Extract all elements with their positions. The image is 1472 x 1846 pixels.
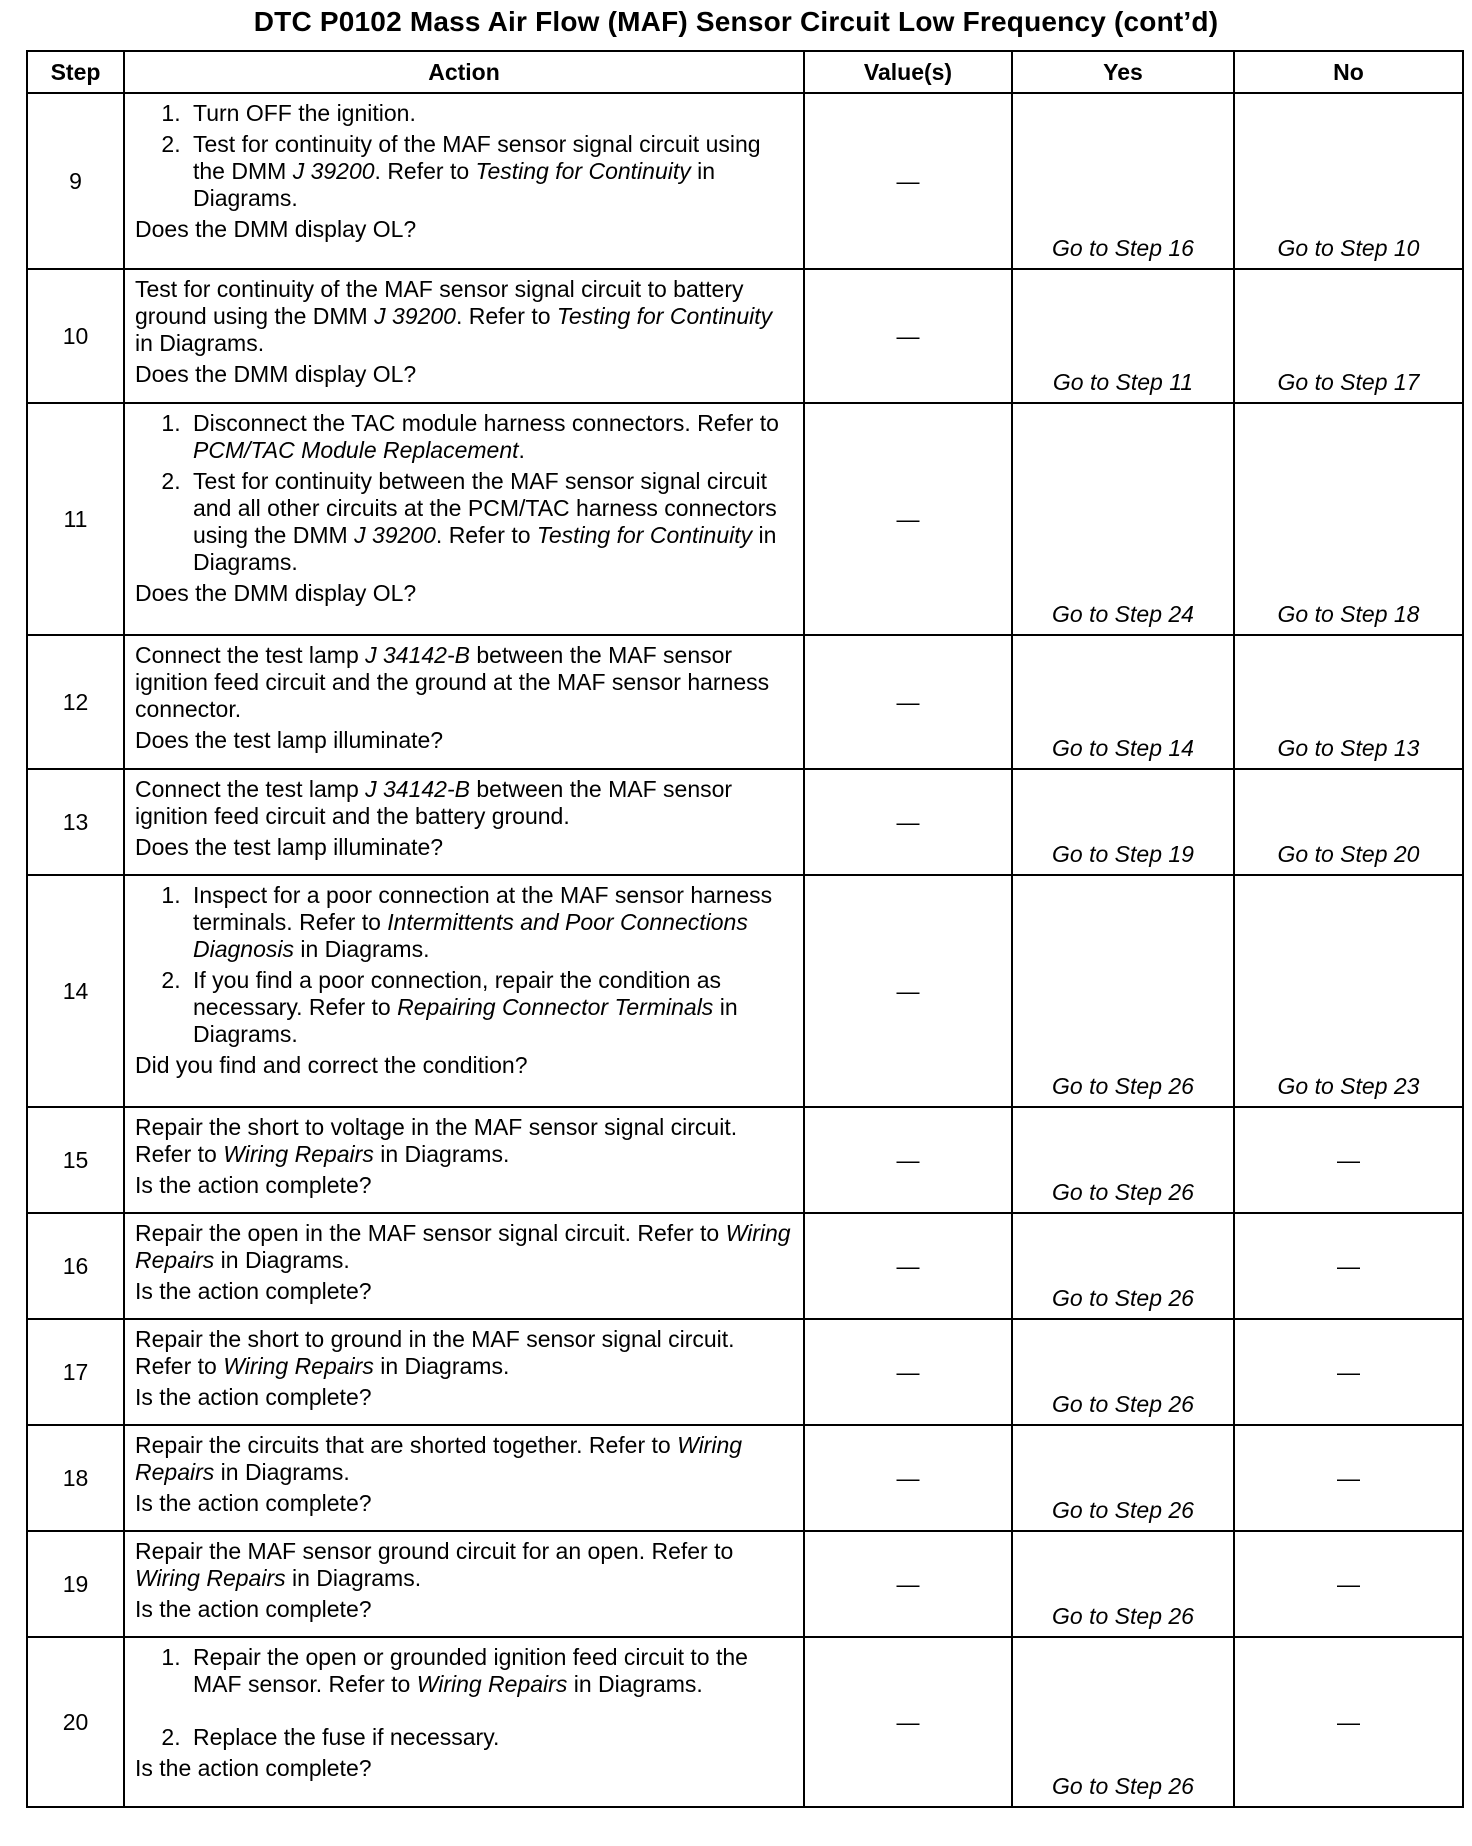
action-cell — [124, 635, 804, 769]
table-row — [27, 1425, 1463, 1531]
action-steps — [135, 410, 793, 576]
table-header-row — [27, 51, 1463, 93]
yes-result: Go to Step 16 — [1012, 93, 1234, 269]
yes-result: Go to Step 26 — [1012, 1213, 1234, 1319]
action-text: Repair the open in the MAF sensor signal circuit. Refer to Wiring Repairs in Diagrams. — [135, 1220, 791, 1273]
no-result: Go to Step 18 — [1234, 403, 1463, 635]
no-result: — — [1234, 1531, 1463, 1637]
header-yes: Yes — [1012, 51, 1234, 93]
value-cell: — — [804, 1637, 1012, 1807]
document-reference: Wiring Repairs — [135, 1565, 286, 1591]
step-number: 12 — [27, 635, 124, 769]
action-cell — [124, 403, 804, 635]
document-reference: Wiring Repairs — [135, 1432, 743, 1485]
value-cell: — — [804, 93, 1012, 269]
action-question: Is the action complete? — [135, 1596, 372, 1622]
step-number: 19 — [27, 1531, 124, 1637]
action-text: Repair the MAF sensor ground circuit for an open. Refer to Wiring Repairs in Diagrams. — [135, 1538, 734, 1591]
table-row — [27, 1319, 1463, 1425]
step-number: 14 — [27, 875, 124, 1107]
action-question: Does the DMM display OL? — [135, 361, 417, 387]
action-question: Does the DMM display OL? — [135, 216, 417, 242]
document-reference: Wiring Repairs — [135, 1220, 791, 1273]
action-cell — [124, 1107, 804, 1213]
action-cell — [124, 875, 804, 1107]
action-cell — [124, 1637, 804, 1807]
value-cell: — — [804, 1107, 1012, 1213]
header-no: No — [1234, 51, 1463, 93]
action-cell — [124, 1319, 804, 1425]
action-text: Connect the test lamp J 34142-B between the MAF sensor ignition feed circuit and the battery ground. — [135, 776, 733, 829]
action-question: Is the action complete? — [135, 1490, 372, 1516]
no-result: Go to Step 10 — [1234, 93, 1463, 269]
action-text: Repair the circuits that are shorted together. Refer to Wiring Repairs in Diagrams. — [135, 1432, 743, 1485]
action-step-item: 2. Test for continuity between the MAF sensor signal circuit and all other circuits at the PCM/TAC harness connectors using the DMM J 39200. Refer to Testing for Continuity in Diagrams. — [187, 468, 793, 576]
yes-result: Go to Step 14 — [1012, 635, 1234, 769]
step-number: 13 — [27, 769, 124, 875]
yes-result: Go to Step 26 — [1012, 1637, 1234, 1807]
action-cell — [124, 1531, 804, 1637]
yes-result: Go to Step 26 — [1012, 1531, 1234, 1637]
document-reference: Wiring Repairs — [223, 1353, 374, 1379]
action-step-item: 1. Disconnect the TAC module harness connectors. Refer to PCM/TAC Module Replacement. — [187, 410, 793, 464]
action-text: Test for continuity of the MAF sensor signal circuit to battery ground using the DMM J 39200. Refer to Testing for Continuity in Diagrams. — [135, 276, 773, 356]
table-row — [27, 269, 1463, 403]
value-cell: — — [804, 269, 1012, 403]
action-question: Does the test lamp illuminate? — [135, 727, 444, 753]
no-result: — — [1234, 1637, 1463, 1807]
no-result: — — [1234, 1425, 1463, 1531]
action-step-item: 2. If you find a poor connection, repair the condition as necessary. Refer to Repairing Connector Terminals in Diagrams. — [187, 967, 793, 1048]
table-row — [27, 403, 1463, 635]
table-row — [27, 769, 1463, 875]
tool-reference: J 39200 — [354, 522, 436, 548]
action-cell — [124, 1425, 804, 1531]
step-number: 15 — [27, 1107, 124, 1213]
step-number: 9 — [27, 93, 124, 269]
no-result: Go to Step 20 — [1234, 769, 1463, 875]
action-step-item: 1. Turn OFF the ignition. — [187, 100, 793, 127]
table-row — [27, 1213, 1463, 1319]
diagnostic-table — [26, 50, 1464, 1808]
header-action: Action — [124, 51, 804, 93]
no-result: Go to Step 23 — [1234, 875, 1463, 1107]
no-result: — — [1234, 1107, 1463, 1213]
action-question: Did you find and correct the condition? — [135, 1052, 528, 1078]
yes-result: Go to Step 26 — [1012, 1107, 1234, 1213]
table-row — [27, 875, 1463, 1107]
yes-result: Go to Step 24 — [1012, 403, 1234, 635]
action-text: Connect the test lamp J 34142-B between the MAF sensor ignition feed circuit and the ground at the MAF sensor harness connector. — [135, 642, 770, 722]
step-number: 10 — [27, 269, 124, 403]
action-question: Is the action complete? — [135, 1384, 372, 1410]
action-question: Does the DMM display OL? — [135, 580, 417, 606]
table-row — [27, 635, 1463, 769]
header-step: Step — [27, 51, 124, 93]
tool-reference: J 34142-B — [365, 642, 470, 668]
value-cell: — — [804, 1213, 1012, 1319]
action-step-item: 1. Repair the open or grounded ignition feed circuit to the MAF sensor. Refer to Wiring Repairs in Diagrams. — [187, 1644, 793, 1720]
action-question: Is the action complete? — [135, 1278, 372, 1304]
document-reference: PCM/TAC Module Replacement — [193, 437, 519, 463]
value-cell: — — [804, 769, 1012, 875]
value-cell: — — [804, 875, 1012, 1107]
document-reference: Wiring Repairs — [223, 1141, 374, 1167]
value-cell: — — [804, 1425, 1012, 1531]
value-cell: — — [804, 403, 1012, 635]
step-number: 20 — [27, 1637, 124, 1807]
action-cell — [124, 269, 804, 403]
document-reference: Intermittents and Poor Connections Diagnosis — [193, 909, 748, 962]
yes-result: Go to Step 26 — [1012, 1425, 1234, 1531]
yes-result: Go to Step 19 — [1012, 769, 1234, 875]
table-row — [27, 1637, 1463, 1807]
table-row — [27, 1107, 1463, 1213]
no-result: Go to Step 13 — [1234, 635, 1463, 769]
value-cell: — — [804, 1319, 1012, 1425]
step-number: 18 — [27, 1425, 124, 1531]
no-result: — — [1234, 1213, 1463, 1319]
document-reference: Testing for Continuity — [536, 522, 753, 548]
header-values: Value(s) — [804, 51, 1012, 93]
action-steps — [135, 100, 793, 212]
no-result: Go to Step 17 — [1234, 269, 1463, 403]
value-cell: — — [804, 635, 1012, 769]
yes-result: Go to Step 26 — [1012, 875, 1234, 1107]
action-cell — [124, 93, 804, 269]
spacer — [193, 1698, 793, 1720]
action-steps — [135, 1644, 793, 1751]
tool-reference: J 34142-B — [365, 776, 470, 802]
step-number: 11 — [27, 403, 124, 635]
table-row — [27, 1531, 1463, 1637]
action-question: Does the test lamp illuminate? — [135, 834, 444, 860]
no-result: — — [1234, 1319, 1463, 1425]
document-reference: Testing for Continuity — [475, 158, 691, 184]
document-reference: Repairing Connector Terminals — [397, 994, 714, 1020]
tool-reference: J 39200 — [292, 158, 375, 184]
action-step-item: 1. Inspect for a poor connection at the MAF sensor harness terminals. Refer to Intermittents and Poor Connections Diagnosis in Diagrams. — [187, 882, 793, 963]
action-text: Repair the short to ground in the MAF sensor signal circuit. Refer to Wiring Repairs in Diagrams. — [135, 1326, 735, 1379]
action-cell — [124, 769, 804, 875]
step-number: 17 — [27, 1319, 124, 1425]
document-reference: Testing for Continuity — [556, 303, 773, 329]
document-reference: Wiring Repairs — [416, 1671, 568, 1697]
value-cell: — — [804, 1531, 1012, 1637]
action-step-item: 2. Test for continuity of the MAF sensor signal circuit using the DMM J 39200. Refer to Testing for Continuity in Diagrams. — [187, 131, 793, 212]
action-steps — [135, 882, 793, 1048]
action-text: Repair the short to voltage in the MAF sensor signal circuit. Refer to Wiring Repairs in Diagrams. — [135, 1114, 738, 1167]
action-cell — [124, 1213, 804, 1319]
table-row — [27, 93, 1463, 269]
yes-result: Go to Step 26 — [1012, 1319, 1234, 1425]
action-question: Is the action complete? — [135, 1755, 372, 1781]
step-number: 16 — [27, 1213, 124, 1319]
yes-result: Go to Step 11 — [1012, 269, 1234, 403]
action-question: Is the action complete? — [135, 1172, 372, 1198]
action-step-item: 2. Replace the fuse if necessary. — [187, 1724, 793, 1751]
tool-reference: J 39200 — [374, 303, 456, 329]
page-title: DTC P0102 Mass Air Flow (MAF) Sensor Circuit Low Frequency (cont’d) — [253, 6, 1219, 37]
